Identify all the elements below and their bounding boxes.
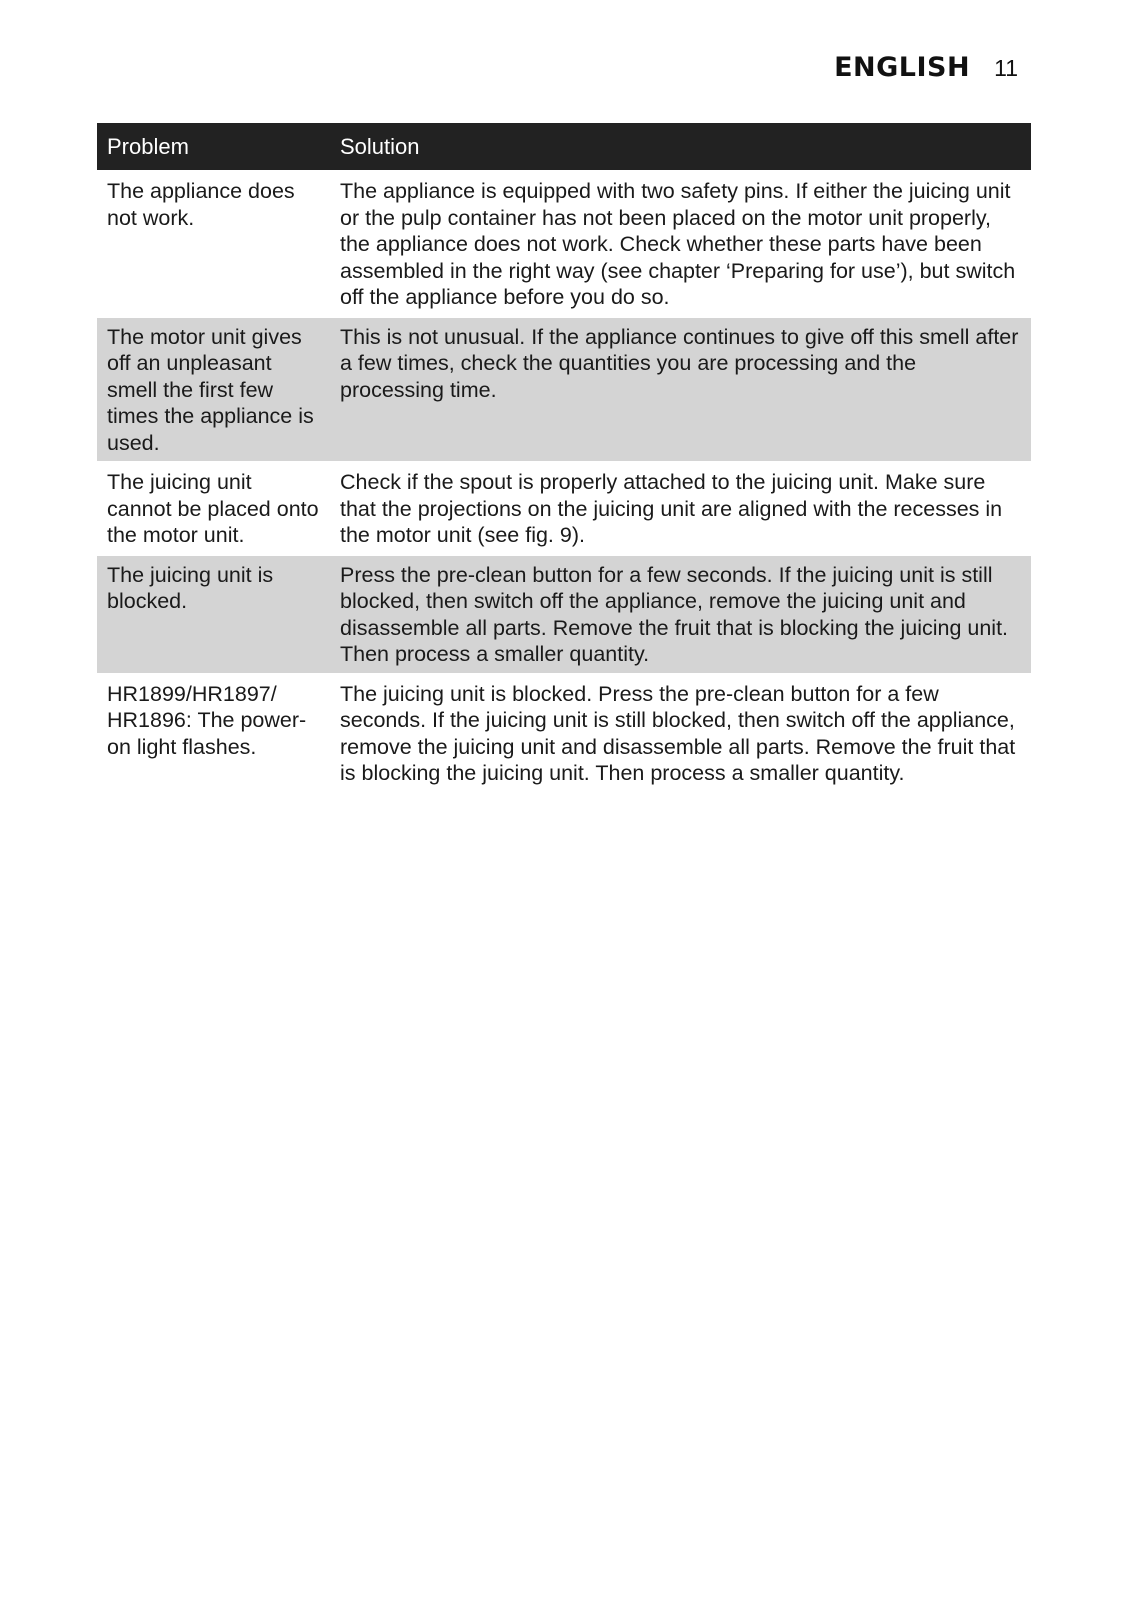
problem-cell: The appliance does not work. xyxy=(107,179,295,230)
page-header xyxy=(834,52,1018,83)
problem-cell: HR1899/HR1897/ HR1896: The power-on light flashes. xyxy=(107,681,307,759)
solution-cell: The appliance is equipped with two safety pins. If either the juicing unit or the pulp container has not been placed on the motor unit properly, the appliance does not work. Check whether these parts have been assembled in the right way (see chapter ‘Preparing for use’), but switch off the appliance before you do so. xyxy=(340,179,1016,309)
problem-cell: The motor unit gives off an unpleasant smell the first few times the appliance is used. xyxy=(107,324,314,455)
table-row xyxy=(97,554,1031,673)
table-row xyxy=(97,673,1031,792)
table-row xyxy=(97,170,1031,316)
table-row xyxy=(97,316,1031,462)
table-header-row xyxy=(97,123,1031,170)
section-title: ENGLISH xyxy=(834,52,971,83)
header-solution: Solution xyxy=(340,133,420,159)
page-number: 11 xyxy=(994,55,1018,81)
solution-cell: This is not unusual. If the appliance continues to give off this smell after a few times, check the quantities you are processing and the processing time. xyxy=(340,324,1019,402)
header-problem: Problem xyxy=(107,133,189,159)
table-row xyxy=(97,461,1031,554)
troubleshooting-table xyxy=(97,123,1031,792)
problem-cell: The juicing unit cannot be placed onto the motor unit. xyxy=(107,470,319,547)
problem-cell: The juicing unit is blocked. xyxy=(107,562,274,613)
solution-cell: Check if the spout is properly attached to the juicing unit. Make sure that the projections on the juicing unit are aligned with the recesses in the motor unit (see fig. 9). xyxy=(340,470,1003,547)
solution-cell: The juicing unit is blocked. Press the pre-clean button for a few seconds. If the juicing unit is still blocked, then switch off the appliance, remove the juicing unit and disassemble all parts. Remove the fruit that is blocking the juicing unit. Then process a smaller quantity. xyxy=(340,681,1016,785)
solution-cell: Press the pre-clean button for a few seconds. If the juicing unit is still blocked, then switch off the appliance, remove the juicing unit and disassemble all parts. Remove the fruit that is blocking the juicing unit. Then process a smaller quantity. xyxy=(340,562,1009,666)
